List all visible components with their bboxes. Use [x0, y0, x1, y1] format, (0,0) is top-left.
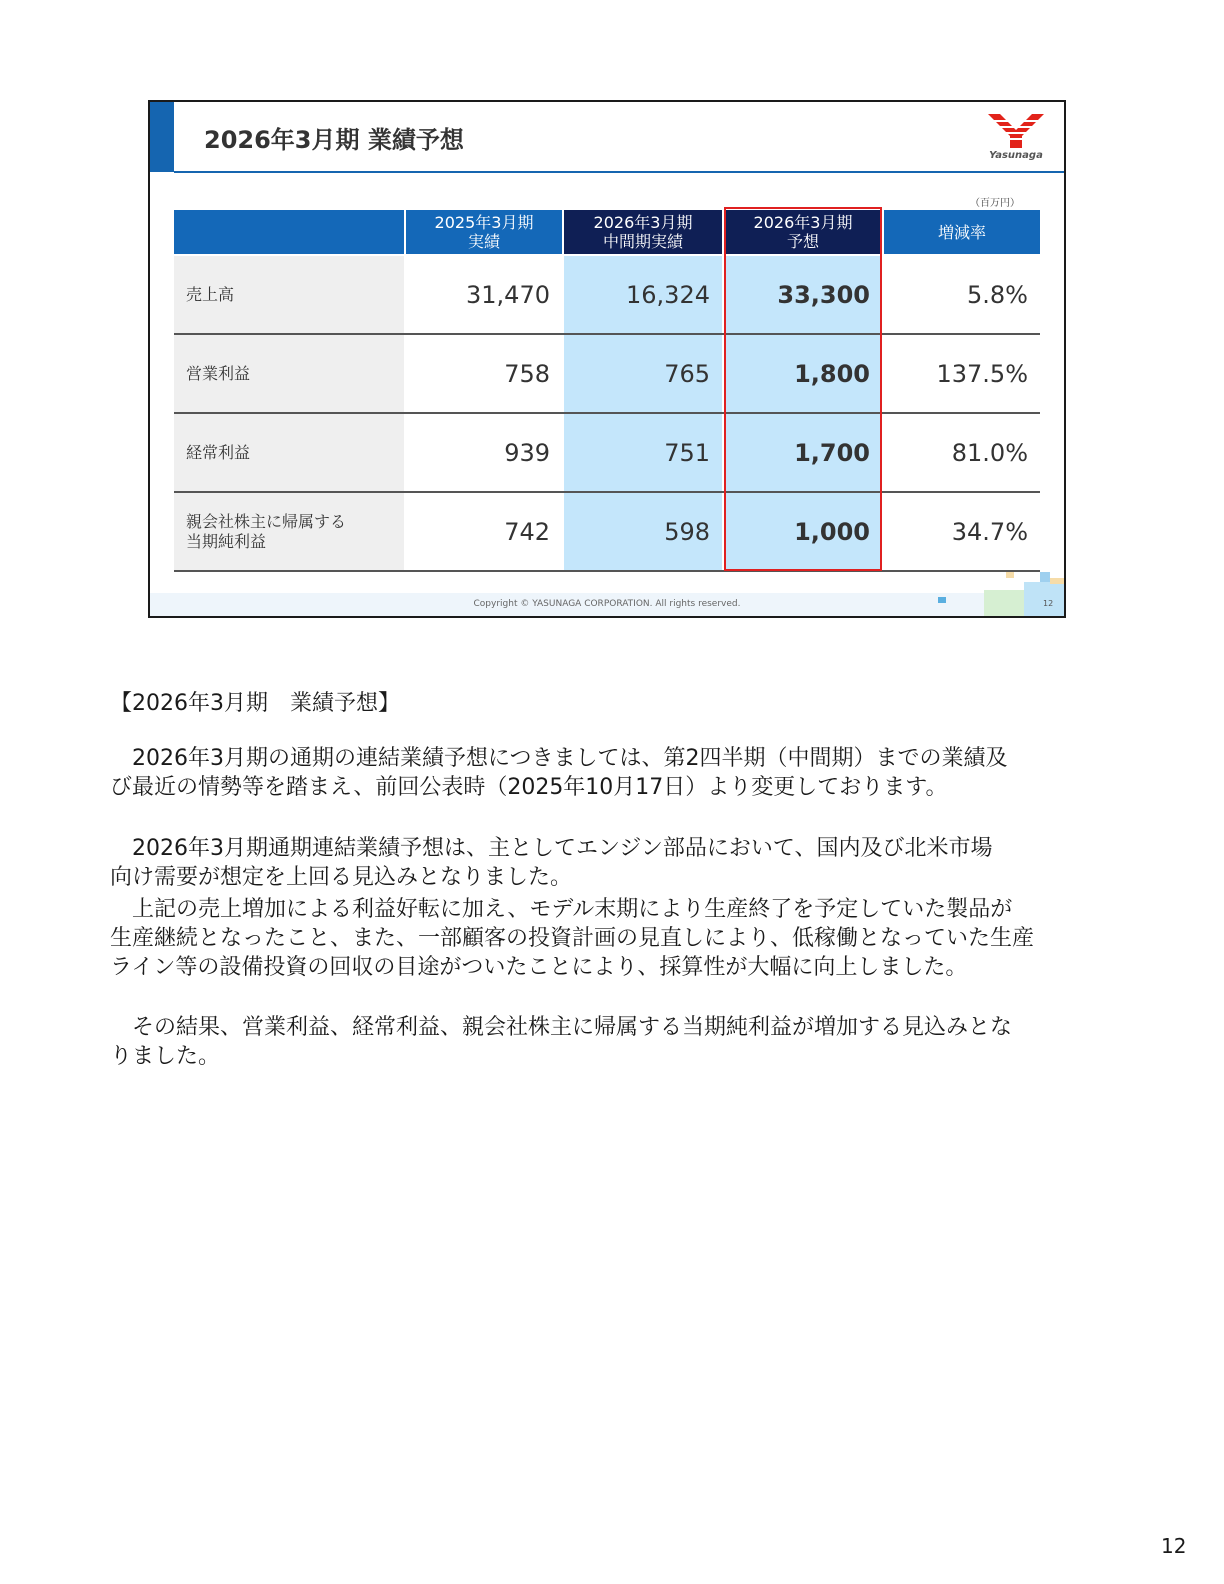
- cell-interim-net: 598: [564, 493, 722, 570]
- paragraph-line: 生産継続となったこと、また、一部顧客の投資計画の見直しにより、低稼働となっていた生産: [110, 926, 1035, 951]
- paragraph-3: [110, 895, 1110, 982]
- cell-interim-ordinary: 751: [564, 414, 722, 491]
- page-number: 12: [1161, 1534, 1187, 1558]
- header-line1: 2026年3月期: [753, 213, 853, 232]
- row-label-net-income: [174, 493, 404, 570]
- paragraph-line: ライン等の設備投資の回収の目途がついたことにより、採算性が大幅に向上しました。: [110, 955, 968, 980]
- header-line2: 実績: [467, 232, 500, 251]
- row-label-operating-profit: 営業利益: [174, 335, 404, 412]
- cell-forecast-operating: 1,800: [724, 335, 882, 412]
- row-label-line1: 親会社株主に帰属する: [186, 511, 347, 531]
- row-label-sales: 売上高: [174, 256, 404, 333]
- header-cell-item: [174, 210, 404, 254]
- paragraph-line: その結果、営業利益、経常利益、親会社株主に帰属する当期純利益が増加する見込みとな: [110, 1015, 1013, 1040]
- footer-decoration: [1050, 578, 1064, 584]
- header-cell-interim: [564, 210, 722, 254]
- title-accent-bar: [150, 102, 174, 172]
- paragraph-line: 上記の売上増加による利益好転に加え、モデル末期により生産終了を予定していた製品が: [110, 897, 1013, 922]
- cell-change-operating: 137.5%: [936, 359, 1028, 388]
- cell-forecast-sales: 33,300: [724, 256, 882, 333]
- header-line2: 中間期実績: [602, 232, 683, 251]
- paragraph-line: りました。: [110, 1044, 221, 1069]
- header-line1: 2026年3月期: [593, 213, 693, 232]
- paragraph-1: [110, 744, 1110, 802]
- paragraph-2: [110, 834, 1110, 892]
- header-line2: 予想: [786, 232, 819, 251]
- cell-change-net: 34.7%: [951, 517, 1028, 546]
- cell-interim-sales: 16,324: [564, 256, 722, 333]
- slide-page-number: 12: [1043, 599, 1054, 608]
- logo-text: Yasunaga: [989, 150, 1043, 161]
- cell-fy2025-operating: 758: [504, 359, 550, 388]
- cell-fy2025-ordinary: 939: [504, 438, 550, 467]
- unit-label: （百万円）: [970, 198, 1020, 209]
- slide-title: 2026年3月期 業績予想: [204, 126, 464, 154]
- cell-change-ordinary: 81.0%: [951, 438, 1028, 467]
- forecast-highlight-box: [724, 207, 882, 571]
- paragraph-line: び最近の情勢等を踏まえ、前回公表時（2025年10月17日）より変更しております。: [110, 775, 948, 800]
- row-label-ordinary-profit: 経常利益: [174, 414, 404, 491]
- row-label-line2: 当期純利益: [186, 531, 267, 551]
- paragraph-line: 2026年3月期の通期の連結業績予想につきましては、第2四半期（中間期）までの業績及: [110, 746, 1008, 771]
- yasunaga-logo: [986, 112, 1046, 164]
- header-cell-fy2025: [406, 210, 562, 254]
- yasunaga-logo-mark-icon: [986, 112, 1046, 150]
- header-line1: 増減率: [937, 222, 986, 242]
- slide: [148, 100, 1066, 618]
- row-divider: [174, 570, 1040, 572]
- paragraph-line: 2026年3月期通期連結業績予想は、主としてエンジン部品において、国内及び北米市場: [110, 836, 993, 861]
- cell-fy2025-net: 742: [504, 517, 550, 546]
- cell-change-sales: 5.8%: [967, 280, 1028, 309]
- cell-forecast-ordinary: 1,700: [724, 414, 882, 491]
- cell-interim-operating: 765: [564, 335, 722, 412]
- footer-decoration: [1040, 572, 1050, 582]
- section-title: 【2026年3月期 業績予想】: [110, 691, 400, 716]
- cell-fy2025-sales: 31,470: [466, 280, 550, 309]
- header-line1: 2025年3月期: [434, 213, 534, 232]
- footer-decoration: [1006, 572, 1014, 578]
- copyright-text: Copyright © YASUNAGA CORPORATION. All rights reserved.: [473, 599, 741, 609]
- title-rule: [174, 171, 1064, 173]
- header-cell-change: [884, 210, 1040, 254]
- paragraph-4: [110, 1013, 1110, 1071]
- paragraph-line: 向け需要が想定を上回る見込みとなりました。: [110, 865, 573, 890]
- cell-forecast-net: 1,000: [724, 493, 882, 570]
